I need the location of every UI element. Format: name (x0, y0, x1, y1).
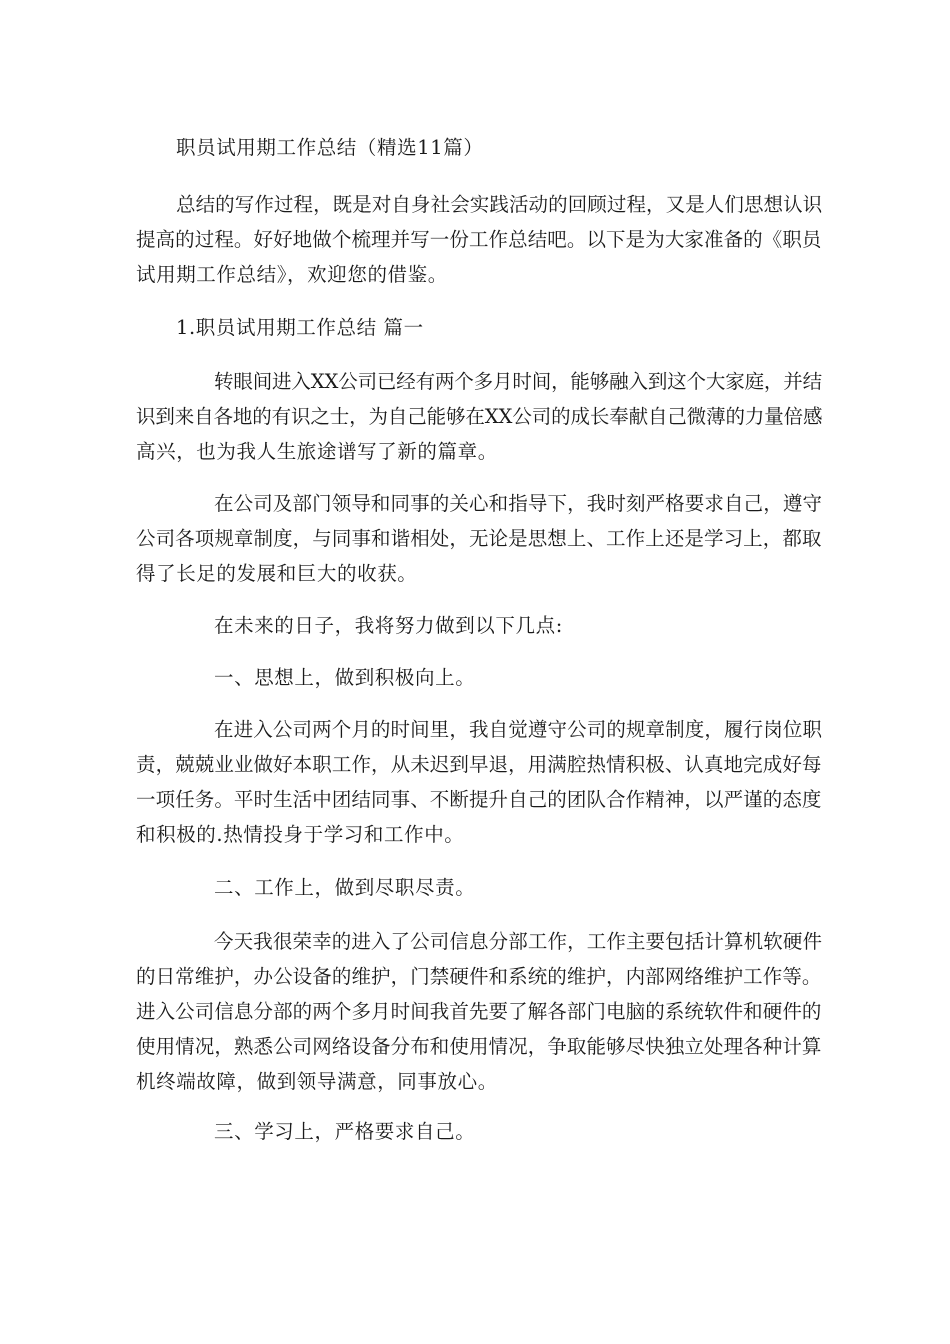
intro-line-1: 总结的写作过程，既是对自身社会实践活动的回顾过程，又是人们思想认识 (176, 193, 823, 216)
point1-heading: 一、思想上，做到积极向上。 (214, 666, 476, 689)
para2-line-1: 在公司及部门领导和同事的关心和指导下，我时刻严格要求自己，遵守 (214, 492, 823, 515)
section-heading: 1.职员试用期工作总结 篇一 (176, 316, 424, 339)
point1-line-4: 和积极的.热情投身于学习和工作中。 (136, 823, 465, 846)
point2-line-1: 今天我很荣幸的进入了公司信息分部工作，工作主要包括计算机软硬件 (214, 930, 823, 953)
point1-line-2: 责，兢兢业业做好本职工作，从未迟到早退，用满腔热情积极、认真地完成好每 (136, 753, 822, 776)
point2-line-2: 的日常维护，办公设备的维护，门禁硬件和系统的维护，内部网络维护工作等。 (136, 965, 822, 988)
para2-line-2: 公司各项规章制度，与同事和谐相处，无论是思想上、工作上还是学习上，都取 (136, 527, 822, 550)
para1-line-3: 高兴，也为我人生旅途谱写了新的篇章。 (136, 440, 498, 463)
para3: 在未来的日子，我将努力做到以下几点: (214, 614, 563, 637)
point2-line-4: 使用情况，熟悉公司网络设备分布和使用情况，争取能够尽快独立处理各种计算 (136, 1035, 822, 1058)
para1-line-1: 转眼间进入XX公司已经有两个多月时间，能够融入到这个大家庭，并结 (214, 370, 822, 393)
point2-heading: 二、工作上，做到尽职尽责。 (214, 876, 476, 899)
point2-line-3: 进入公司信息分部的两个多月时间我首先要了解各部门电脑的系统软件和硬件的 (136, 1000, 822, 1023)
point3-heading: 三、学习上，严格要求自己。 (214, 1120, 476, 1143)
point1-line-3: 一项任务。平时生活中团结同事、不断提升自己的团队合作精神，以严谨的态度 (136, 788, 822, 811)
para1-line-2: 识到来自各地的有识之士，为自己能够在XX公司的成长奉献自己微薄的力量倍感 (136, 405, 823, 428)
document-title: 职员试用期工作总结（精选11篇） (176, 136, 484, 159)
intro-line-3: 试用期工作总结》，欢迎您的借鉴。 (136, 263, 448, 286)
point1-line-1: 在进入公司两个月的时间里，我自觉遵守公司的规章制度，履行岗位职 (214, 718, 823, 741)
para2-line-3: 得了长足的发展和巨大的收获。 (136, 562, 418, 585)
intro-line-2: 提高的过程。好好地做个梳理并写一份工作总结吧。以下是为大家准备的《职员 (136, 228, 822, 251)
point2-line-5: 机终端故障，做到领导满意，同事放心。 (136, 1070, 498, 1093)
